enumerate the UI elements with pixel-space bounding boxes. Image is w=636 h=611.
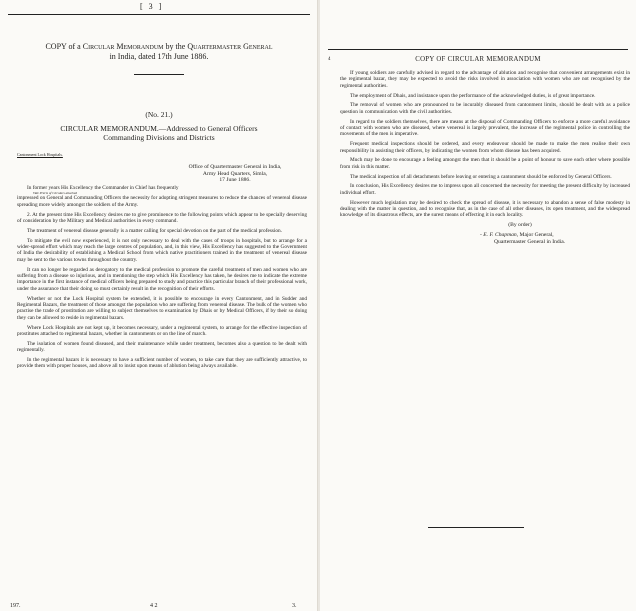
paragraph: To mitigate the evil now experienced, it is not only necessary to deal with the cases of troops in hospitals, but to arrange for a wider-spread effort which may reach the large centres of population, and, in this view, His Excellency has suggested to the Government of India the desirability of establishing a Medical School from which native practitioners trained in the treatment of venereal disease may be sent to the various towns throughout the country. bbox=[17, 237, 307, 263]
paragraph: However much legislation may be desired to check the spread of disease, it is necessary to abandon a sense of false modesty in dealing with the matter in question, and to recognise that, as in the case of all other diseases, its open treatment, and the widespread knowledge of its disastrous effects, are the surest means of effecting it in each locality. bbox=[340, 199, 630, 219]
paragraph: In conclusion, His Excellency desires me to impress upon all concerned the necessity for meeting the present difficulty by increased individual effort. bbox=[340, 183, 630, 196]
memo-heading bbox=[10, 124, 308, 142]
right-top-rule bbox=[328, 49, 628, 50]
address-tag: Cantonment Lock Hospitals. bbox=[17, 152, 63, 157]
signature-title: Quartermaster General in India. bbox=[494, 239, 566, 246]
office-line: Office of Quartermaster General in India, bbox=[188, 164, 282, 170]
margin-note: Vide Précis of Circulars attached bbox=[33, 191, 77, 196]
top-page-number: [ 3 ] bbox=[140, 2, 164, 11]
paragraph: If young soldiers are carefully advised in regard to the advantage of ablution and recognise that convenient arrangements exist in the regimental bazar, they may be expected to avoid the risks involved in association with women who are not recognised by the regimental authorities. bbox=[340, 70, 630, 89]
top-rule bbox=[8, 14, 310, 15]
signature-block bbox=[480, 232, 630, 247]
by-order: (By order) bbox=[508, 222, 532, 229]
document-title bbox=[10, 42, 308, 62]
office-date: 17 June 1886. bbox=[219, 177, 251, 184]
signature-name: - E. F. Chapman, bbox=[480, 231, 519, 238]
title-circular-memorandum: Circular Memorandum bbox=[82, 42, 164, 51]
paragraph: The employment of Dhais, and insistance upon the performance of the acknowledged duties, is of great importance. bbox=[350, 92, 596, 99]
footer-signature-mark: 4 2 bbox=[150, 603, 158, 609]
office-block bbox=[160, 164, 310, 184]
title-quartermaster-general: Quartermaster General bbox=[187, 42, 273, 51]
right-page-title: COPY OF CIRCULAR MEMORANDUM bbox=[415, 56, 541, 63]
right-page-number: 4 bbox=[328, 57, 331, 62]
paragraph: The removal of women who are pronounced to be incurably diseased from cantonment limits, should be dealt with as a police question in communication with the civil authorities. bbox=[340, 102, 630, 115]
paragraph: It can no longer be regarded as derogatory to the medical profession to promote the careful treatment of men and women who are suffering from a disease so injurious, and in mentioning the step which His Excellency has taken, he desires me to indicate the extreme importance in the first instance of medical officers being prepared to study and practice this particular branch of their professional work, under the assurance that their doing so must certainly result in the recognition of their efforts. bbox=[17, 266, 307, 292]
paragraph bbox=[17, 185, 307, 208]
memo-heading-rest: —Addressed to General Officers bbox=[158, 124, 258, 133]
memo-number: (No. 21.) bbox=[145, 110, 173, 119]
title-separator bbox=[134, 74, 184, 75]
paragraph: 2. At the present time His Excellency desires me to give prominence to the following points which appear to be specially deserving of consideration by the Military and Medical authorities in every command. bbox=[17, 211, 307, 225]
signature-rank: Major General, bbox=[518, 231, 554, 238]
para1-end: impressed on General and Commanding Officers the necessity for adopting stringent measures to reduce the chances of venereal disease spreading more widely amongst the soldiers of the Army. bbox=[17, 195, 307, 208]
footer-page-mark: 3. bbox=[292, 603, 297, 609]
memo-heading-line2: Commanding Divisions and Districts bbox=[103, 133, 215, 142]
right-body bbox=[340, 70, 630, 247]
paragraph: Whether or not the Lock Hospital system be extended, it is possible to encourage in every Cantonment, and in Sudder and Regimental Bazars, the treatment of those amongst the population who are suffering from venereal disease. The bulk of the women who practise the trade of prostitution are willing to subject themselves to examination by Dhais or by Medical Officers, if by their so doing they can be allowed to reside in regimental bazars. bbox=[17, 295, 307, 321]
left-body bbox=[17, 185, 307, 373]
title-copy-of: COPY of a bbox=[45, 42, 83, 51]
paragraph: In regard to the soldiers themselves, there are means at the disposal of Commanding Officers to enforce a more careful avoidance of contact with women who are diseased, where venereal is largely prevalent, the increase of the regimental police in controlling the movements of the men is imperative. bbox=[340, 118, 630, 138]
paragraph: Where Lock Hospitals are not kept up, it becomes necessary, under a regimental system, to arrange for the effective inspection of prostitutes attached to regimental bazars, whether in cantonments or on the line of march. bbox=[17, 324, 307, 338]
title-line2: in India, dated 17th June 1886. bbox=[109, 52, 209, 61]
para1-start: In former years His Excellency the Commander in Chief has frequently bbox=[27, 185, 179, 191]
footer-folio: 197. bbox=[10, 603, 21, 609]
right-page bbox=[320, 0, 636, 611]
paragraph: In the regimental bazars it is necessary to have a sufficient number of women, to take care that they are sufficiently attractive, to provide them with proper houses, and above all to insist upon means of ablution being always available. bbox=[17, 357, 307, 370]
title-by-the: by the bbox=[163, 42, 188, 51]
paragraph: The isolation of women found diseased, and their maintenance while under treatment, becomes also a question to be dealt with regimentally. bbox=[17, 340, 307, 354]
memo-heading-main: CIRCULAR MEMORANDUM. bbox=[60, 124, 159, 133]
end-rule bbox=[428, 527, 524, 528]
paragraph: Much may be done to encourage a feeling amongst the men that it should be a point of honour to save each other where possible from risk in this matter. bbox=[340, 157, 630, 170]
paragraph: The treatment of venereal disease generally is a matter calling for special devotion on the part of the medical profession. bbox=[27, 227, 283, 234]
office-line: Army Head Quarters, Simla, bbox=[202, 170, 268, 177]
paragraph: The medical inspection of all detachments before leaving or entering a cantonment should be enforced by General Officers. bbox=[350, 173, 612, 180]
paragraph: Frequent medical inspections should be ordered, and every endeavour should be made to make the men realise their own responsibility in assisting their officers, by indicating the women from whom disease has been acquired. bbox=[340, 141, 630, 154]
